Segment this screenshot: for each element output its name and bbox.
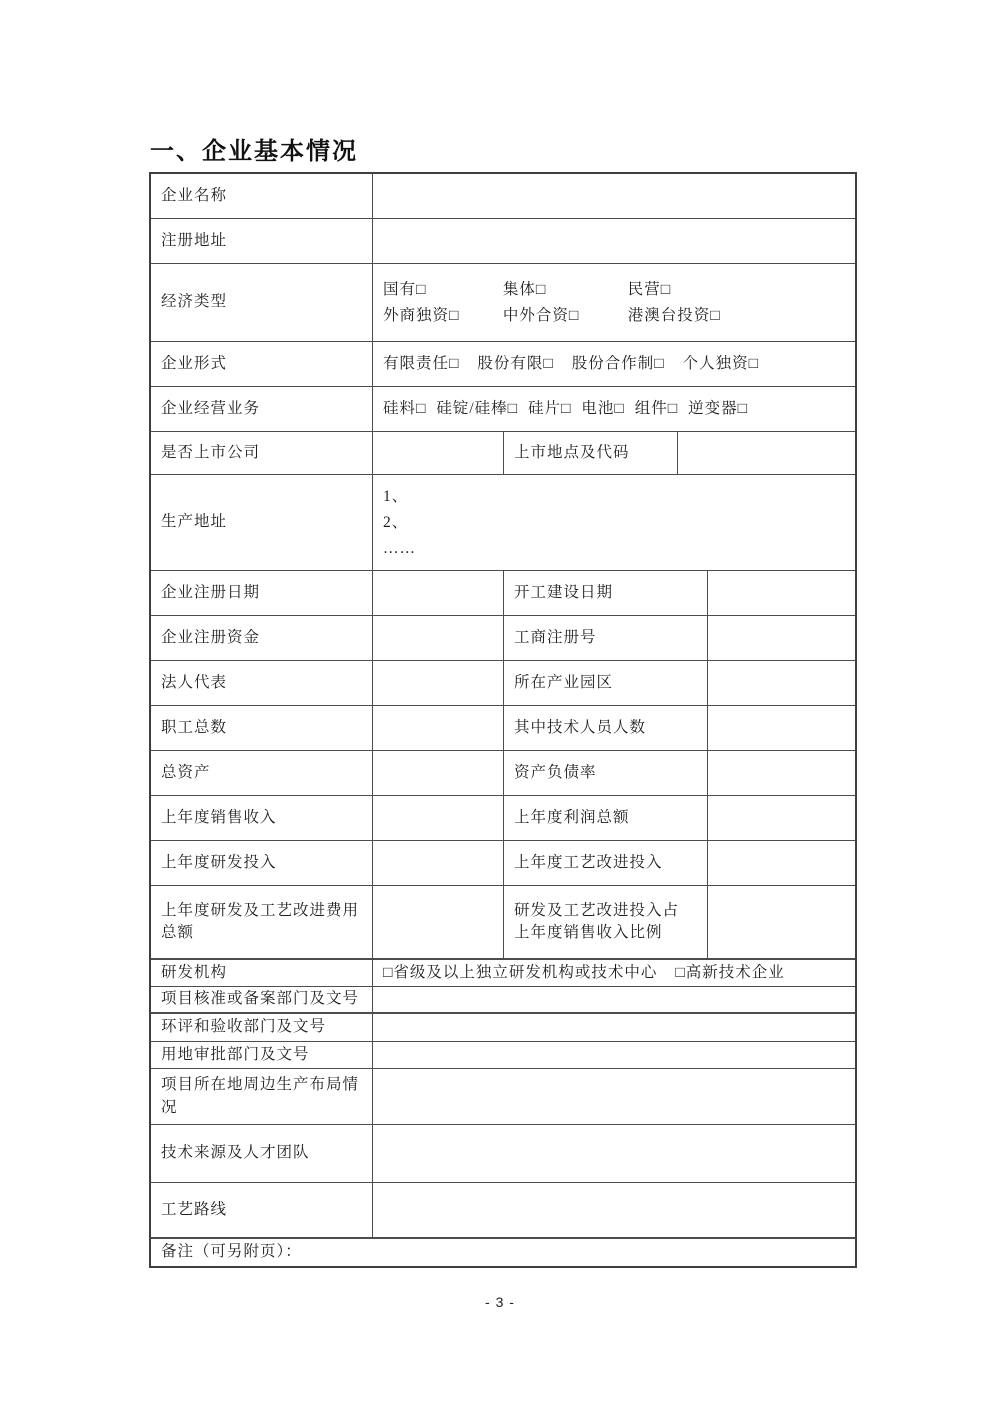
checkbox-option: 股份有限□ [477,354,554,372]
row-rd-institution [151,960,855,987]
field-value [373,841,504,885]
field-label: 资产负债率 [504,751,708,795]
field-value [708,571,855,615]
row-remarks [151,1239,855,1266]
checkbox-option: 个人独资□ [682,354,759,372]
checkbox-option: 集体□ [502,280,547,298]
field-label: 其中技术人员人数 [504,706,708,750]
field-label: 上年度研发投入 [151,841,373,885]
checkbox-option: 中外合资□ [502,306,580,324]
checkbox-option: 股份合作制□ [571,354,665,372]
field-label: 上年度工艺改进投入 [504,841,708,885]
field-label: 项目所在地周边生产布局情况 [151,1069,373,1124]
field-label: 上年度利润总额 [504,796,708,840]
field-value [373,1014,855,1041]
checkbox-option: 民营□ [627,280,672,298]
checkbox-option: 有限责任□ [383,354,460,372]
rd-institution-options [373,960,855,986]
row-process-route [151,1183,855,1239]
checkbox-option: □省级及以上独立研发机构或技术中心 [383,963,658,981]
row-eia-acceptance [151,1014,855,1042]
production-address-line: 2、 [383,513,409,531]
company-name-label: 企业名称 [151,174,373,218]
row-economy-type [151,264,855,342]
field-value [708,661,855,705]
field-label: 工商注册号 [504,616,708,660]
field-value [708,706,855,750]
company-form-options [373,342,855,386]
field-label: 上年度研发及工艺改进费用总额 [151,886,373,958]
row-company-form [151,342,855,387]
field-label: 法人代表 [151,661,373,705]
field-label: 上年度销售收入 [151,796,373,840]
field-value [373,1042,855,1068]
economy-type-label: 经济类型 [151,264,373,341]
remarks-label: 备注（可另附页）： [161,1243,302,1261]
checkbox-option: 硅料□ [383,399,427,417]
company-form-label: 企业形式 [151,342,373,386]
checkbox-option: 组件□ [634,399,679,417]
field-value [373,987,855,1012]
row-legal-representative [151,661,855,706]
field-label: 用地审批部门及文号 [151,1042,373,1068]
economy-type-options [373,264,855,341]
row-project-approval [151,987,855,1014]
business-options [373,387,855,431]
row-registered-capital [151,616,855,661]
row-registration-date [151,571,855,616]
checkbox-option: 硅片□ [528,399,572,417]
field-label: 职工总数 [151,706,373,750]
field-label [504,886,708,958]
row-rd-expense-total [151,886,855,960]
field-label-line: 上年度销售收入比例 [514,924,663,941]
field-value [373,1069,855,1124]
listing-place-label: 上市地点及代码 [504,432,678,474]
listed-company-value [373,432,504,474]
row-sales-revenue [151,796,855,841]
row-company-name [151,174,855,219]
field-label: 技术来源及人才团队 [151,1125,373,1182]
checkbox-option: 港澳台投资□ [627,306,721,324]
registered-address-label: 注册地址 [151,219,373,263]
row-total-staff [151,706,855,751]
row-land-approval [151,1042,855,1069]
field-label: 项目核准或备案部门及文号 [151,987,373,1012]
listed-company-label: 是否上市公司 [151,432,373,474]
economy-type-line2 [383,303,721,329]
field-label: 环评和验收部门及文号 [151,1014,373,1041]
registered-address-value [373,219,855,263]
checkbox-option: 电池□ [581,399,625,417]
checkbox-option: □高新技术企业 [675,963,785,981]
page-number: - 3 - [485,1294,515,1310]
field-value [373,751,504,795]
production-address-line: …… [383,539,416,557]
company-name-value [373,174,855,218]
row-business [151,387,855,432]
row-listed-company [151,432,855,475]
checkbox-option: 逆变器□ [688,399,749,417]
economy-type-line1 [383,277,671,303]
field-label: 工艺路线 [151,1183,373,1237]
production-address-value [373,475,855,570]
field-value [373,796,504,840]
field-value [708,841,855,885]
listing-place-value [678,432,855,474]
field-value [708,796,855,840]
field-value [373,661,504,705]
field-value [373,1125,855,1182]
row-total-assets [151,751,855,796]
field-label: 企业注册资金 [151,616,373,660]
field-value [708,751,855,795]
row-surrounding-layout [151,1069,855,1125]
field-value [373,1183,855,1237]
field-value [708,616,855,660]
field-value [373,571,504,615]
field-value [373,616,504,660]
checkbox-option: 硅锭/硅棒□ [436,399,519,417]
business-label: 企业经营业务 [151,387,373,431]
production-address-label: 生产地址 [151,475,373,570]
page-title: 一、企业基本情况 [150,138,358,165]
field-label: 所在产业园区 [504,661,708,705]
field-value [708,886,855,958]
row-production-address [151,475,855,571]
company-info-table [149,172,857,1268]
checkbox-option: 国有□ [383,280,427,298]
field-value [373,706,504,750]
checkbox-option: 外商独资□ [383,306,460,324]
production-address-line: 1、 [383,487,409,505]
rd-institution-label: 研发机构 [151,960,373,986]
field-value [373,886,504,958]
field-label-line: 研发及工艺改进投入占 [514,901,680,919]
field-label: 企业注册日期 [151,571,373,615]
row-rd-investment [151,841,855,886]
row-tech-source-team [151,1125,855,1183]
row-registered-address [151,219,855,264]
field-label: 开工建设日期 [504,571,708,615]
field-label: 总资产 [151,751,373,795]
